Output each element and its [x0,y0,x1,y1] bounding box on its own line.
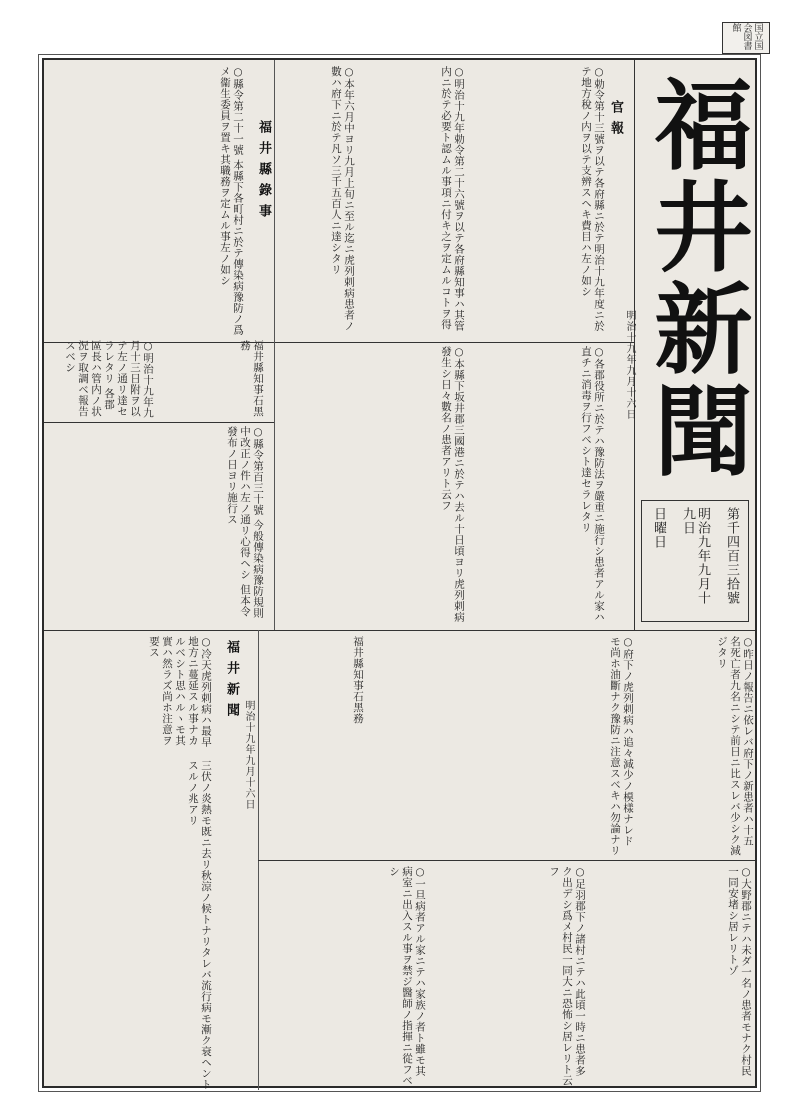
dateline-second: 明治十九年九月十六日 [243,700,254,810]
article-column: ○各郡役所ニ於テハ豫防法ヲ嚴重ニ施行シ患者アル家ハ直チニ消毒ヲ行フベシト達セラレタリ [580,346,605,623]
article-column: ○大野郡ニテハ未ダ一名ノ患者モナク村民一同安堵シ居レリトゾ [727,866,752,1077]
article-column: ○足羽郡下ノ諸村ニテハ此頃一時ニ患者多ク出デシ爲メ村民一同大ニ恐怖シ居レリト云フ [548,866,586,1086]
article-column: ○本縣下坂井郡三國港ニ於テハ去ル十日頃ヨリ虎列剌病發生シ日々數名ノ患者アリト云フ [440,346,465,623]
upper-section [44,60,635,630]
section-official: 官報 [608,100,623,142]
issue-number: 第千四百三拾號 [724,507,739,605]
issue-box [641,500,749,622]
library-stamp: 国立国会図書館 [722,22,770,54]
article-column: ○明治十九年勅令第二十六號ヲ以テ各府縣知事ハ其管内ニ於テ必要ト認ムル事項ニ付キ之ヲ定ムルコトヲ得 [440,66,465,332]
byline-prefecture: 福井縣知事石黑務 [352,636,364,724]
dateline-first: 明治十九年九月十六日 [624,310,635,420]
article-column: ○勅令第十三號ヲ以テ各府縣ニ於テ明治十九年度ニ於テ地方稅ノ内ヲ以テ支辨スヘキ費目ハ左ノ如シ [580,66,605,332]
article-column: ○本年六月中ヨリ九月上旬ニ至ル迄ニ虎列剌病患者ノ數ハ府下ニ於テ凡ソ三千五百人ニ達シタリ [330,66,355,332]
byline-county: 福井縣知事石黑務 [239,340,264,417]
article-column: ○縣令第二十一號 本縣下各町村ニ於テ傳染病豫防ノ爲メ衞生委員ヲ置キ其職務ヲ定ムル事左ノ如シ [219,66,244,336]
newspaper-page [42,58,757,1088]
issue-weekday: 日曜日 [651,507,666,549]
article-column: 三伏ノ炎熱モ既ニ去リ秋涼ノ候トナリタレバ流行病モ漸ク衰ヘントスルノ兆アリ [187,760,212,1090]
section-news: 福井新聞 [224,640,239,724]
title-block [634,60,755,630]
article-column: ○冷天虎列剌病ハ最早地方ニ蔓延スル事ナカルベシト思ハルヽモ其實ハ然ラズ尚ホ注意ヲ要ス [148,636,212,748]
masthead-title: 福井新聞 [638,74,753,482]
section-county: 福井縣錄事 [256,120,271,225]
article-column: ○縣令第百三十號 今般傳染病豫防規則中改正ノ件ハ左ノ通リ心得ヘシ 但本令發布ノ日ヨリ施行ス [226,426,264,619]
article-column: ○昨日ノ報告ニ依レバ府下ノ新患者ハ十五名死亡者九名ニシテ前日ニ比スレバ少シク減ジタリ [716,636,754,856]
article-column: ○一旦病者アル家ニテハ家族ノ者ト雖モ其病室ニ出入スル事ヲ禁ジ醫師ノ指揮ニ從フベシ [388,866,426,1086]
article-column: ○明治十九年九月十三日附ヲ以テ左ノ通リ達セラレタリ 各郡區長ハ管内ノ状況ヲ取調ベ報告スベシ [64,340,154,419]
article-column: ○府下ノ虎列剌病ハ追々減少ノ模樣ナレドモ尚ホ油斷ナク豫防ニ注意スベキハ勿論ナリ [609,636,634,856]
issue-date: 明治九年九月十九日 [680,507,710,605]
